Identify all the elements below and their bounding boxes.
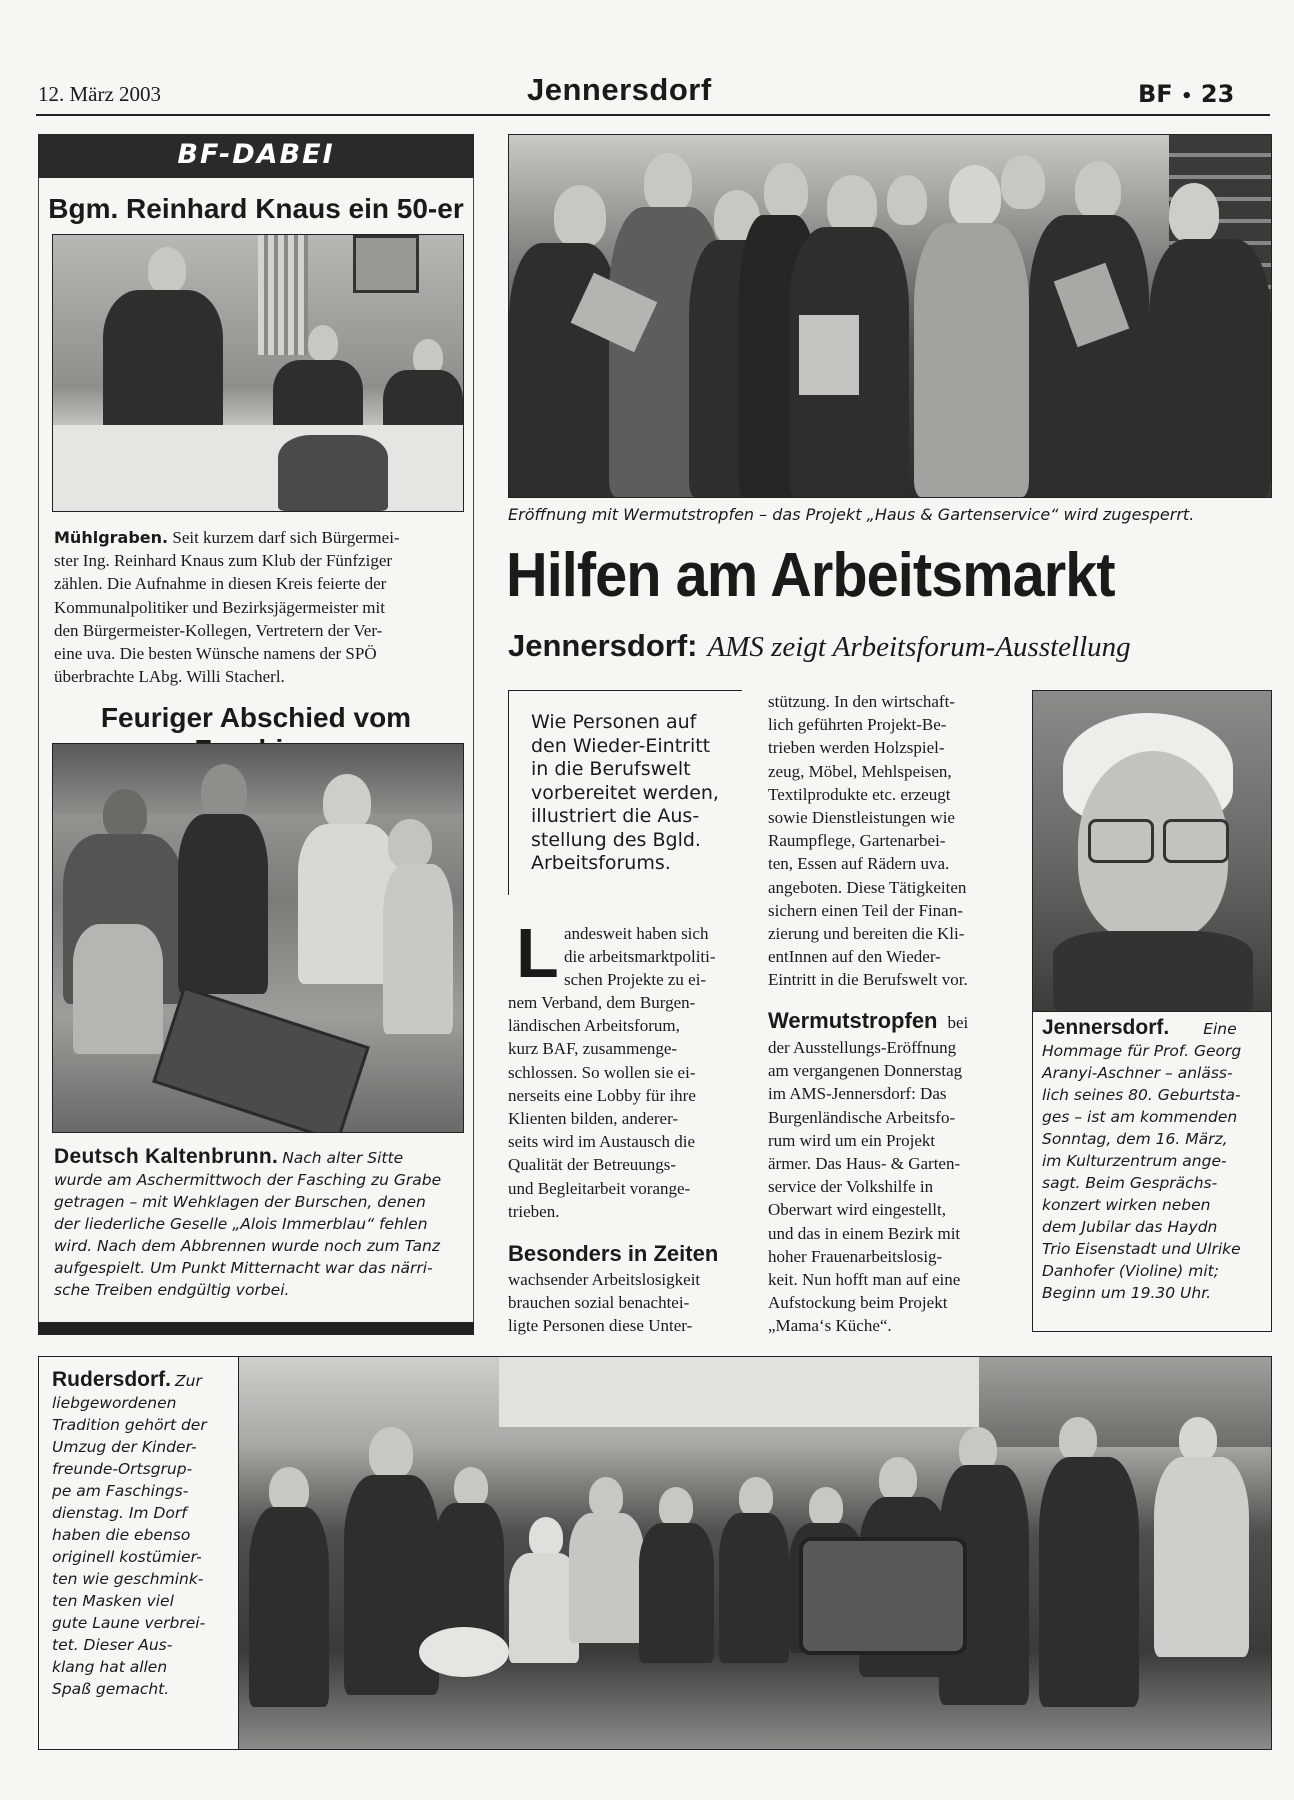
intro-line: den Wieder-Eintritt: [531, 734, 711, 757]
body-line: hoher Frauenarbeitslosig-: [768, 1246, 943, 1266]
intro-line: stellung des Bgld.: [531, 828, 701, 851]
body-line: brauchen sozial benachtei-: [508, 1293, 690, 1313]
portrait-line: Sonntag, dem 16. März,: [1042, 1130, 1228, 1148]
intro-box: [508, 690, 742, 895]
body-line: stützung. In den wirtschaft-: [768, 692, 955, 711]
story1-line: überbrachte LAbg. Willi Stacherl.: [54, 667, 285, 687]
body-line: andesweit haben sich: [564, 924, 709, 943]
body-line: Eintritt in die Berufswelt vor.: [768, 970, 968, 990]
portrait-line: Eine: [1203, 1020, 1237, 1038]
body-line: Qualität der Betreuungs-: [508, 1155, 677, 1175]
intro-line: illustriert die Aus-: [531, 805, 700, 827]
story2-photo: [52, 743, 464, 1133]
subhead-besonders: Besonders in Zeiten: [508, 1241, 719, 1266]
body-line: ärmer. Das Haus- & Garten-: [768, 1154, 961, 1174]
body-line: die arbeitsmarktpoliti-: [564, 947, 716, 967]
body-line: schen Projekte zu ei-: [564, 970, 707, 990]
body-line: der Ausstellungs-Eröffnung: [768, 1038, 957, 1057]
body-line: und das in einem Bezirk mit: [768, 1223, 961, 1243]
column2-text: [768, 690, 1002, 992]
story2-headline: Feuriger Abschied vom: [100, 702, 412, 733]
portrait-line: Danhofer (Violine) mit;: [1042, 1262, 1219, 1280]
story2-line: getragen – mit Wehklagen der Burschen, denen: [54, 1193, 426, 1211]
body-line: Oberwart wird eingestellt,: [768, 1200, 946, 1220]
main-photo: [508, 134, 1272, 498]
body-line: ländischen Arbeitsforum,: [508, 1016, 680, 1036]
body-line: nem Verband, dem Burgen-: [508, 993, 696, 1012]
bottom-line: dienstag. Im Dorf: [52, 1504, 187, 1522]
body-line: keit. Nun hofft man auf eine: [768, 1270, 961, 1290]
body-line: sichern einen Teil der Finan-: [768, 900, 963, 920]
story1-line: Kommunalpolitiker und Bezirksjägermeister mit: [54, 597, 385, 617]
body-line: angeboten. Diese Tätigkeiten: [768, 877, 967, 897]
bottom-line: liebgewordenen: [52, 1394, 177, 1412]
portrait-line: im Kulturzentrum ange-: [1042, 1152, 1227, 1170]
bottom-line: gute Laune verbrei-: [52, 1614, 206, 1632]
bf-dabei-label: BF-DABEI: [177, 139, 335, 170]
body-line: zeug, Möbel, Mehlspeisen,: [768, 761, 952, 781]
portrait-line: Aranyi-Aschner – anläss-: [1042, 1064, 1233, 1082]
bottom-line: ten Masken viel: [52, 1592, 174, 1610]
body-line: seits wird im Austausch die: [508, 1132, 695, 1152]
body-line: nerseits eine Lobby für ihre: [508, 1085, 696, 1105]
bottom-line: tet. Dieser Aus-: [52, 1636, 173, 1654]
body-line: kurz BAF, zusammenge-: [508, 1039, 678, 1059]
intro-line: Arbeitsforums.: [531, 852, 671, 874]
left-column-bottom-bar: [38, 1322, 474, 1335]
bottom-line: originell kostümier-: [52, 1548, 202, 1566]
portrait-lead: Jennersdorf.: [1042, 1016, 1170, 1039]
column2-after-text: [768, 1036, 1002, 1338]
kicker-place: Jennersdorf:: [508, 628, 698, 663]
bottom-line: Umzug der Kinder-: [52, 1438, 197, 1456]
bottom-line: klang hat allen: [52, 1658, 168, 1676]
page-date: 12. März 2003: [38, 82, 162, 106]
body-line: service der Volkshilfe in: [768, 1177, 934, 1197]
story1-line: zählen. Die Aufnahme in diesen Kreis feierte der: [54, 574, 387, 594]
story1-line: ster Ing. Reinhard Knaus zum Klub der Fünfziger: [54, 551, 393, 571]
body-line: trieben werden Holzspiel-: [768, 738, 945, 758]
bottom-line: freunde-Ortsgrup-: [52, 1460, 193, 1478]
bottom-line: haben die ebenso: [52, 1526, 191, 1544]
body-line: ligte Personen diese Unter-: [508, 1316, 693, 1336]
body-line: Burgenländische Arbeitsfo-: [768, 1107, 956, 1127]
bottom-line: ten wie geschmink-: [52, 1570, 204, 1588]
main-kicker: [508, 628, 1278, 664]
story1-line: den Bürgermeister-Kollegen, Vertretern der Ver-: [54, 620, 383, 640]
bottom-photo: [238, 1356, 1272, 1750]
page-number: 23: [1200, 80, 1235, 108]
portrait-line: Trio Eisenstadt und Ulrike: [1042, 1240, 1241, 1258]
story2-line: der liederliche Geselle „Alois Immerblau“ fehlen: [54, 1215, 428, 1233]
portrait-line: konzert wirken neben: [1042, 1196, 1211, 1214]
bottom-line: Tradition gehört der: [52, 1416, 207, 1434]
body-line: entInnen auf den Wieder-: [768, 947, 941, 967]
dropcap-text: [564, 922, 738, 992]
body-line: ten, Essen auf Rädern uva.: [768, 854, 950, 874]
body-line: zierung und bereiten die Kli-: [768, 924, 965, 944]
body-line: Klienten bilden, anderer-: [508, 1109, 679, 1129]
story1-headline: Bgm. Reinhard Knaus ein 50-er: [48, 193, 464, 224]
story1-line: eine uva. Die besten Wünsche namens der SPÖ: [54, 644, 377, 664]
body-line: „Mama‘s Küche“.: [768, 1316, 892, 1336]
bottom-line: Spaß gemacht.: [52, 1680, 170, 1698]
kicker-text: AMS zeigt Arbeitsforum-Ausstellung: [707, 631, 1131, 663]
portrait-line: Beginn um 19.30 Uhr.: [1042, 1284, 1212, 1302]
body-line: lich geführten Projekt-Be-: [768, 715, 947, 735]
story2-lead: Deutsch Kaltenbrunn.: [54, 1145, 279, 1168]
intro-text: [531, 711, 741, 876]
folio-dot: •: [1181, 86, 1193, 107]
subhead2-rest: bei: [947, 1013, 969, 1032]
body-line: am vergangenen Donnerstag: [768, 1061, 963, 1081]
body-line: und Begleitarbeit vorange-: [508, 1178, 691, 1198]
intro-line: Wie Personen auf: [531, 711, 697, 733]
subhead2-bold: Wermutstropfen: [768, 1008, 938, 1033]
story1-body: [54, 526, 464, 688]
story2-caption: [54, 1145, 466, 1301]
body-line: Textilprodukte etc. erzeugt: [768, 784, 951, 804]
portrait-caption: [1042, 1016, 1266, 1304]
story2-line: Nach alter Sitte: [282, 1149, 404, 1167]
body-line: wachsender Arbeitslosigkeit: [508, 1270, 701, 1289]
body-line: rum wird um ein Projekt: [768, 1130, 936, 1150]
subhead-wermutstropfen: [768, 1008, 1002, 1034]
intro-line: in die Berufswelt: [531, 758, 691, 780]
story2-line: wird. Nach dem Abbrennen wurde noch zum Tanz: [54, 1237, 440, 1255]
bottom-line: Zur: [175, 1372, 202, 1390]
body-line: im AMS-Jennersdorf: Das: [768, 1084, 947, 1104]
body-line: trieben.: [508, 1201, 560, 1221]
story1-line: Seit kurzem darf sich Bürgermei-: [172, 528, 400, 547]
bottom-lead: Rudersdorf.: [52, 1368, 172, 1391]
story2-line: wurde am Aschermittwoch der Fasching zu Grabe: [54, 1171, 442, 1189]
body-line: Raumpflege, Gartenarbei-: [768, 831, 946, 851]
portrait-line: sagt. Beim Gesprächs-: [1042, 1174, 1218, 1192]
main-headline: Hilfen am Arbeitsmarkt: [506, 541, 1115, 610]
portrait-line: dem Jubilar das Haydn: [1042, 1218, 1218, 1236]
story1-photo: [52, 234, 464, 512]
body-line: Aufstockung beim Projekt: [768, 1293, 948, 1313]
section-title: Jennersdorf: [527, 72, 712, 107]
page-folio: [1138, 80, 1234, 108]
header-rule: [36, 114, 1270, 116]
dropcap: L: [516, 914, 559, 992]
body-line: schlossen. So wollen sie ei-: [508, 1062, 696, 1082]
portrait-line: Hommage für Prof. Georg: [1042, 1042, 1242, 1060]
paper-name: BF: [1138, 80, 1173, 108]
body-line: sowie Dienstleistungen wie: [768, 808, 955, 828]
intro-line: vorbereitet werden,: [531, 781, 719, 804]
column1-text: [508, 991, 740, 1223]
story2-line: sche Treiben endgültig vorbei.: [54, 1281, 290, 1299]
bottom-line: pe am Faschings-: [52, 1482, 189, 1500]
story1-lead: Mühlgraben.: [54, 528, 169, 547]
portrait-line: lich seines 80. Geburtsta-: [1042, 1086, 1241, 1104]
main-photo-caption: Eröffnung mit Wermutstropfen – das Projekt „Haus & Gartenservice“ wird zugesperrt.: [508, 505, 1195, 524]
bottom-caption: [52, 1368, 232, 1700]
portrait-line: ges – ist am kommenden: [1042, 1108, 1238, 1126]
portrait-photo: [1032, 690, 1272, 1012]
column1-after-text: [508, 1268, 740, 1338]
story2-line: aufgespielt. Um Punkt Mitternacht war das närri-: [54, 1259, 433, 1277]
